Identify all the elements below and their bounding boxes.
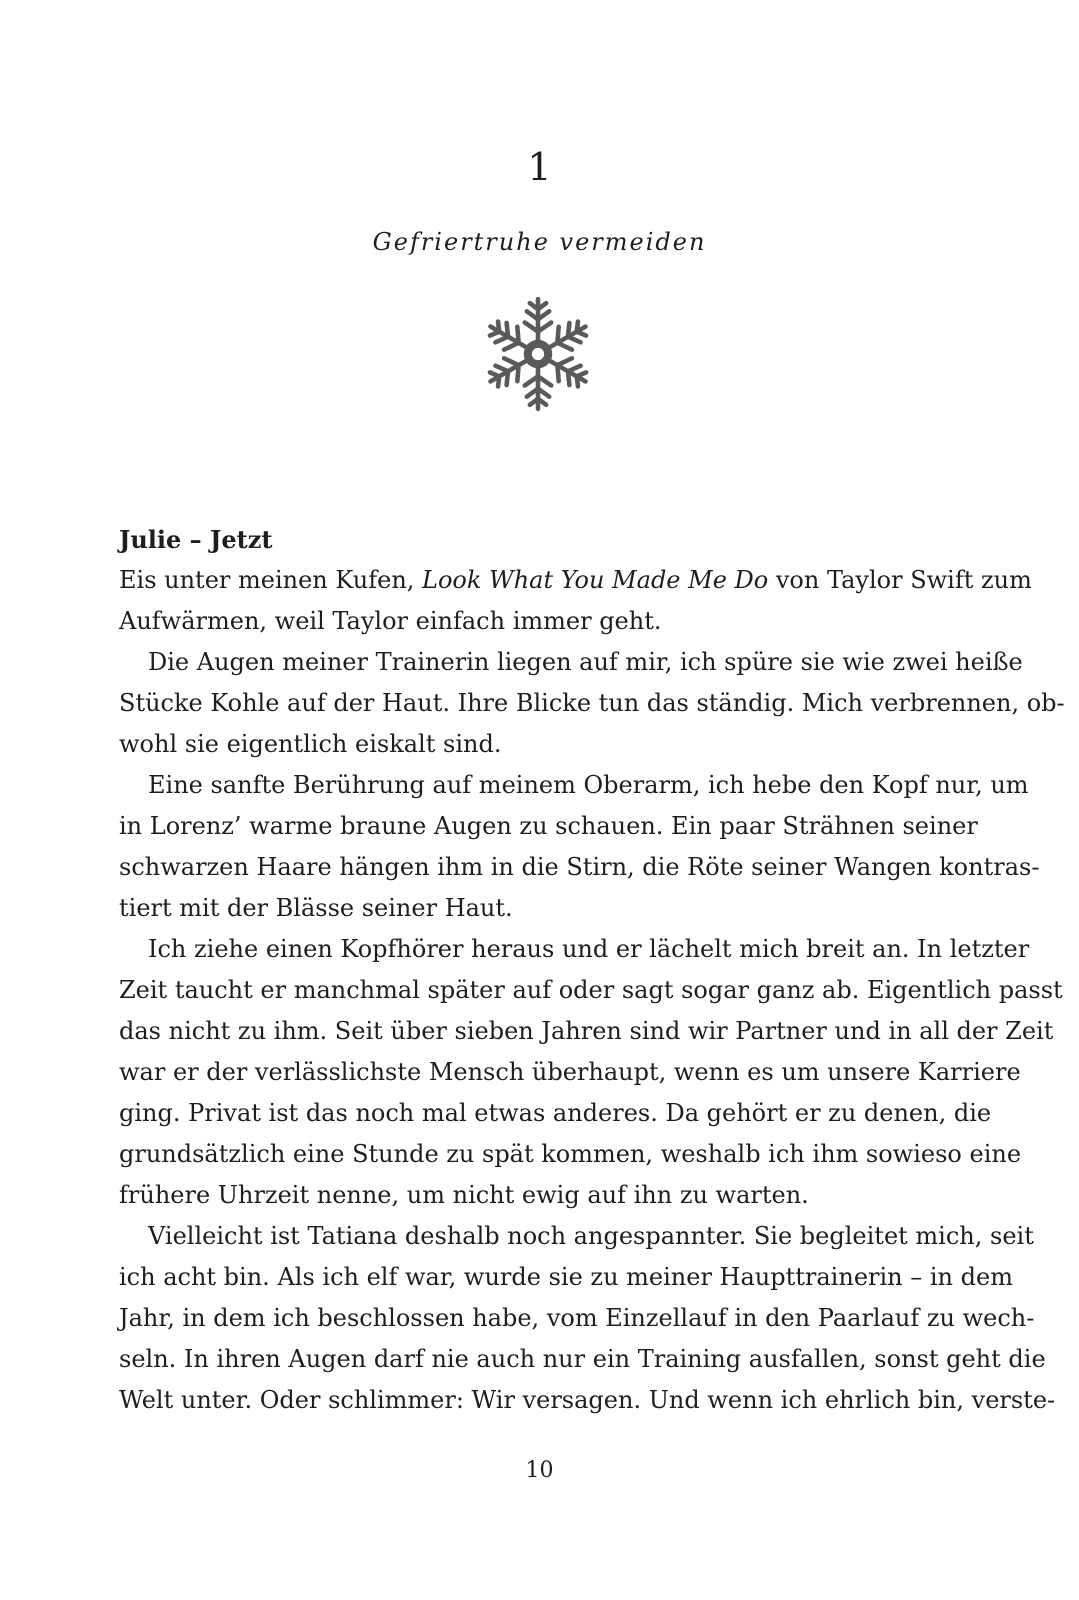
song-title: Look What You Made Me Do — [422, 566, 769, 594]
paragraph-3-line: in Lorenz’ warme braune Augen zu schauen. Ein paar Strähnen seiner — [119, 812, 978, 840]
paragraph-2-line: Stücke Kohle auf der Haut. Ihre Blicke tun das ständig. Mich verbrennen, ob- — [119, 689, 1065, 717]
paragraph-5-line: Jahr, in dem ich beschlossen habe, vom Einzellauf in den Paarlauf zu wech- — [119, 1304, 1035, 1332]
paragraph-5-line: seln. In ihren Augen darf nie auch nur ein Training ausfallen, sonst geht die — [119, 1345, 1046, 1373]
paragraph-4-line: war er der verlässlichste Mensch überhaupt, wenn es um unsere Karriere — [119, 1058, 1021, 1086]
paragraph-1-line-1: Eis unter meinen Kufen, Look What You Made Me Do von Taylor Swift zum — [119, 566, 1032, 594]
section-heading: Julie – Jetzt — [119, 525, 273, 554]
paragraph-4-line: das nicht zu ihm. Seit über sieben Jahren sind wir Partner und in all der Zeit — [119, 1017, 1054, 1045]
paragraph-4-line: frühere Uhrzeit nenne, um nicht ewig auf ihn zu warten. — [119, 1181, 809, 1209]
paragraph-3-line: schwarzen Haare hängen ihm in die Stirn, die Röte seiner Wangen kontras- — [119, 853, 1040, 881]
paragraph-2-line: Die Augen meiner Trainerin liegen auf mir, ich spüre sie wie zwei heiße — [148, 648, 1023, 676]
paragraph-4-line: ging. Privat ist das noch mal etwas anderes. Da gehört er zu denen, die — [119, 1099, 992, 1127]
paragraph-5-line: ich acht bin. Als ich elf war, wurde sie zu meiner Haupttrainerin – in dem — [119, 1263, 1013, 1291]
chapter-title: Gefriertruhe vermeiden — [372, 228, 707, 256]
body-text — [119, 519, 1065, 1421]
paragraph-1-line-2: Aufwärmen, weil Taylor einfach immer geht. — [119, 607, 662, 635]
page-number: 10 — [525, 1458, 554, 1483]
paragraph-2-line: wohl sie eigentlich eiskalt sind. — [119, 730, 502, 758]
snowflake-icon — [477, 293, 599, 415]
paragraph-3-line: tiert mit der Blässe seiner Haut. — [119, 894, 513, 922]
paragraph-5-line: Welt unter. Oder schlimmer: Wir versagen. Und wenn ich ehrlich bin, verste- — [119, 1386, 1056, 1414]
paragraph-5-line: Vielleicht ist Tatiana deshalb noch angespannter. Sie begleitet mich, seit — [148, 1222, 1034, 1250]
paragraph-4-line: Ich ziehe einen Kopfhörer heraus und er lächelt mich breit an. In letzter — [148, 935, 1030, 963]
chapter-number: 1 — [527, 145, 552, 189]
paragraph-4-line: Zeit taucht er manchmal später auf oder sagt sogar ganz ab. Eigentlich passt — [119, 976, 1063, 1004]
paragraph-4-line: grundsätzlich eine Stunde zu spät kommen, weshalb ich ihm sowieso eine — [119, 1140, 1022, 1168]
paragraph-3-line: Eine sanfte Berührung auf meinem Oberarm, ich hebe den Kopf nur, um — [148, 771, 1029, 799]
